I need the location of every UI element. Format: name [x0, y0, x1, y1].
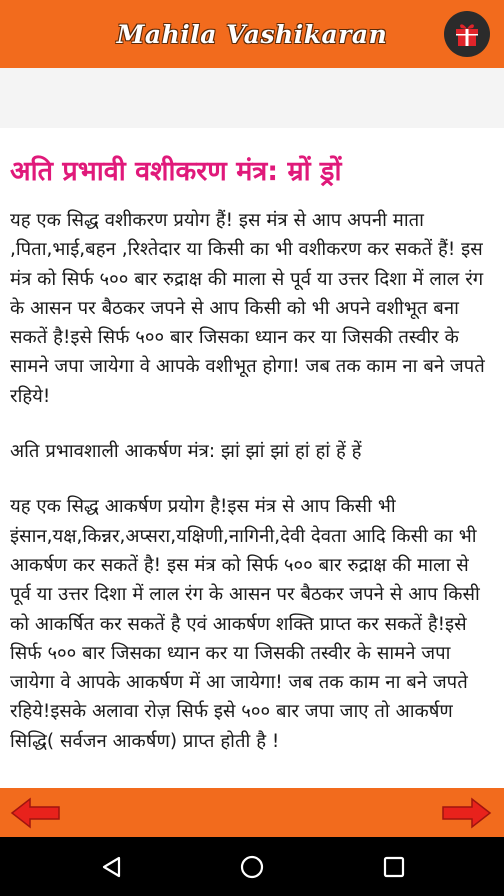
paragraph-akarshan: यह एक सिद्ध आकर्षण प्रयोग है!इस मंत्र से आप किसी भी इंसान,यक्ष,किन्नर,अप्सरा,यक्षिणी,नागिनी,देवी देवता आदि किसी का भी आकर्षण कर सकतें है! इस मंत्र को सिर्फ ५०० बार रुद्राक्ष की माला से पूर्व या उत्तर दिशा में लाल रंग के आसन पर बैठकर जपने से आप किसी को आकर्षित कर सकतें है एवं आकर्षण शक्ति प्राप्त कर सकतें है!इसे सिर्फ ५०० बार जिसका ध्यान कर या जिसकी तस्वीर के सामने जपा जायेगा वे आपके आकर्षण में आ जायेगा! जब तक काम ना बने जपते रहिये!इसके अलावा रोज़ सिर्फ इसे ५०० बार जपा जाए तो आकर्षण सिद्धि( सर्वजन आकर्षण) प्राप्त होती है !: [10, 496, 480, 752]
system-recents-button[interactable]: [381, 854, 407, 880]
home-circle-icon: [239, 854, 265, 880]
next-button[interactable]: [440, 797, 492, 829]
right-arrow-icon: [440, 797, 492, 829]
mantra-heading: अति प्रभावी वशीकरण मंत्र: म्रों ड्रों: [10, 156, 342, 187]
previous-button[interactable]: [10, 797, 62, 829]
left-arrow-icon: [10, 797, 62, 829]
bottom-navigation-bar: [0, 788, 504, 837]
recent-square-icon: [381, 854, 407, 880]
system-navigation-bar: [0, 837, 504, 896]
system-home-button[interactable]: [239, 854, 265, 880]
mantra-subheading: अति प्रभावशाली आकर्षण मंत्र: झां झां झां हां हां हें हें: [10, 441, 362, 463]
ad-banner-area: [0, 68, 504, 128]
gift-button[interactable]: [444, 11, 490, 57]
app-title: Mahila Vashikaran: [116, 19, 388, 49]
paragraph-vashikaran: यह एक सिद्ध वशीकरण प्रयोग हैं! इस मंत्र से आप अपनी माता ,पिता,भाई,बहन ,रिश्तेदार या किसी का भी वशीकरण कर सकतें हैं! इस मंत्र को सिर्फ ५०० बार रुद्राक्ष की माला से पूर्व या उत्तर दिशा में लाल रंग के आसन पर बैठकर जपने से आप किसी को भी अपने वशीभूत बना सकतें है!इसे सिर्फ ५०० बार जिसका ध्यान कर या जिसकी तस्वीर के सामने जपा जायेगा वे आपके वशीभूत होगा! जब तक काम ना बने जपते रहिये!: [10, 210, 485, 407]
app-bar: [0, 0, 504, 68]
back-triangle-icon: [99, 854, 125, 880]
gift-icon: [453, 20, 481, 48]
system-back-button[interactable]: [99, 854, 125, 880]
article-content[interactable]: [0, 128, 504, 788]
